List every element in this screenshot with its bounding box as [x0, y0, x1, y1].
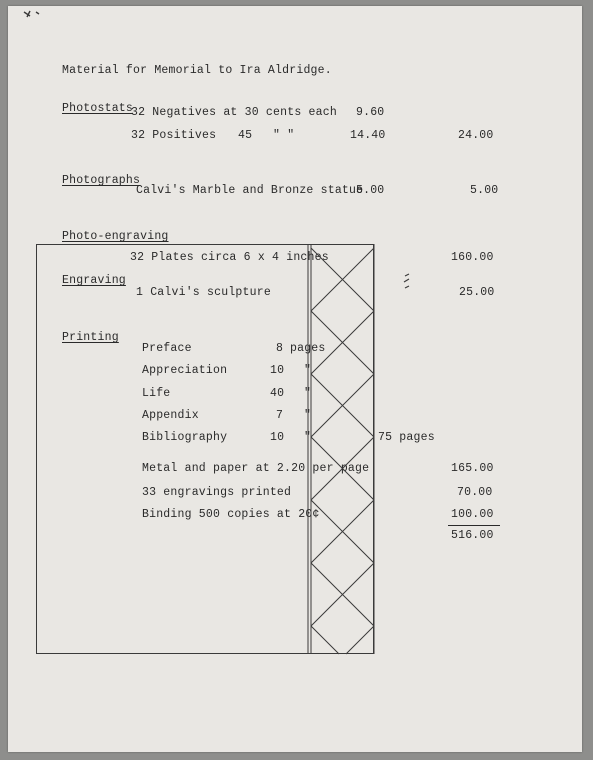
printing-item-name: Life	[142, 387, 171, 400]
printing-cost-line: Metal and paper at 2.20 per page	[142, 462, 370, 475]
printing-item-unit: "	[304, 431, 312, 444]
printing-cost-line: 33 engravings printed	[142, 486, 292, 499]
negatives-line: 32 Negatives at 30 cents each	[131, 106, 337, 119]
grand-total: 516.00	[451, 529, 494, 542]
photostats-total: 24.00	[458, 129, 494, 142]
printing-item-pages: 40	[270, 387, 285, 400]
printing-item-name: Appendix	[142, 409, 199, 422]
printing-item-pages: 7	[276, 409, 284, 422]
engraving-heading: Engraving	[62, 274, 126, 287]
engraving-total: 25.00	[459, 286, 495, 299]
positives-line: 32 Positives	[131, 129, 217, 142]
positives-price: 45	[238, 129, 253, 142]
printing-cost-amount: 100.00	[451, 508, 494, 521]
printing-item-name: Bibliography	[142, 431, 228, 444]
negatives-subtotal: 9.60	[356, 106, 385, 119]
printing-item-pages: 10	[270, 364, 285, 377]
printing-item-unit: "	[304, 364, 312, 377]
printing-heading: Printing	[62, 331, 119, 344]
pencil-hatching-marks	[8, 6, 582, 752]
printing-item-pages: 10	[270, 431, 285, 444]
pages-total: 75 pages	[378, 431, 435, 444]
sculpture-line: 1 Calvi's sculpture	[136, 286, 271, 299]
photostats-heading: Photostats	[62, 102, 134, 115]
positives-subtotal: 14.40	[350, 129, 386, 142]
printing-item-name: Appreciation	[142, 364, 228, 377]
printing-item-unit: "	[304, 409, 312, 422]
positives-ditto: " "	[273, 129, 295, 142]
printing-cost-amount: 165.00	[451, 462, 494, 475]
plates-line: 32 Plates circa 6 x 4 inches	[130, 251, 329, 264]
document-title: Material for Memorial to Ira Aldridge.	[62, 64, 332, 77]
statue-subtotal: 5.00	[356, 184, 385, 197]
statue-line: Calvi's Marble and Bronze statue	[136, 184, 364, 197]
photo-engraving-heading: Photo-engraving	[62, 230, 169, 243]
printing-item-unit: pages	[290, 342, 326, 355]
printing-item-name: Preface	[142, 342, 192, 355]
printing-cost-line: Binding 500 copies at 20¢	[142, 508, 320, 521]
photographs-heading: Photographs	[62, 174, 141, 187]
printing-item-unit: "	[304, 387, 312, 400]
printing-item-pages: 8	[276, 342, 284, 355]
printing-cost-amount: 70.00	[457, 486, 493, 499]
document-page	[8, 6, 582, 752]
photo-engraving-total: 160.00	[451, 251, 494, 264]
photographs-total: 5.00	[470, 184, 499, 197]
